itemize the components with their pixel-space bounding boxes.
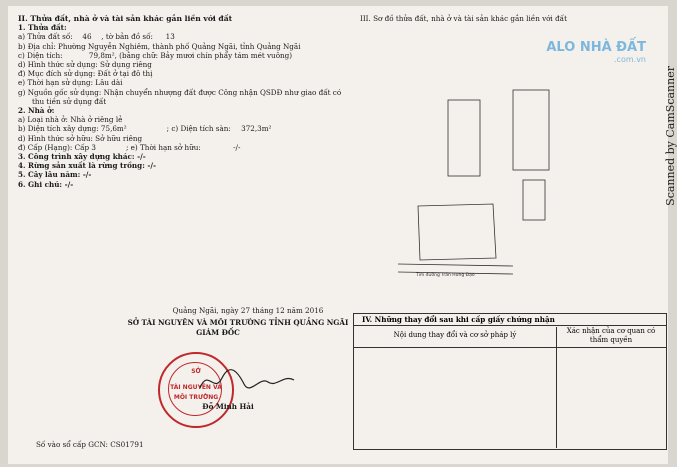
serial-number: Số vào sổ cấp GCN: CS01791: [36, 440, 144, 449]
use-form-row: d) Hình thức sử dụng: Sử dụng riêng: [18, 60, 152, 70]
origin-row: g) Nguồn gốc sử dụng: Nhận chuyển nhượng đất được Công nhận QSDĐ như giao đất có: [18, 87, 342, 97]
date-line: Quảng Ngãi, ngày 27 tháng 12 năm 2016: [172, 306, 324, 315]
changes-title: IV. Những thay đổi sau khi cấp giấy chứng nhận: [354, 314, 666, 326]
certificate-page: [8, 6, 677, 464]
diagram-title: III. Sơ đồ thửa đất, nhà ở và tài sản khác gắn liền với đất: [360, 14, 567, 23]
map-sheet: 13: [165, 32, 175, 42]
land-info-section: [18, 14, 348, 189]
scanner-mark: Scanned by CamScanner: [664, 66, 677, 206]
col-changes: Nội dung thay đổi và cơ sở pháp lý: [393, 331, 517, 339]
item-5: 5. Cây lâu năm: -/-: [18, 170, 92, 180]
item-6: 6. Ghi chú: -/-: [18, 179, 74, 189]
floor-plan-roof: [523, 180, 545, 220]
house-type-row: a) Loại nhà ở: Nhà ở riêng lẻ: [18, 115, 123, 125]
col-confirmation: Xác nhận của cơ quan có thẩm quyền: [566, 327, 656, 344]
purpose-row: đ) Mục đích sử dụng: Đất ở tại đô thị: [18, 69, 153, 79]
term-row: e) Thời hạn sử dụng: Lâu dài: [18, 78, 123, 88]
signer-name: Đỗ Minh Hải: [202, 402, 254, 411]
plot-diagram: [378, 76, 638, 306]
address-row: b) Địa chỉ: Phường Nguyễn Nghiêm, thành phố Quảng Ngãi, tỉnh Quảng Ngãi: [18, 41, 301, 51]
lot-outline: [418, 204, 496, 260]
level-row: đ) Cấp (Hạng): Cấp 3 ; e) Thời hạn sở hữu: -/-: [18, 142, 241, 152]
changes-table: [353, 313, 667, 450]
origin-row-2: thu tiền sử dụng đất: [32, 96, 107, 106]
official-stamp: SỞ TÀI NGUYÊN VÀ MÔI TRƯỜNG: [158, 352, 234, 428]
road-label: Tim đường Trần Hưng Đạo: [416, 273, 475, 278]
floor-plan-2: [448, 100, 480, 176]
item-3: 3. Công trình xây dựng khác: -/-: [18, 152, 146, 162]
floor-plan-3: [513, 90, 549, 170]
area-row: c) Diện tích: 79,8m², (bằng chữ: Bảy mươi chín phẩy tám mét vuông): [18, 50, 293, 60]
build-area-row: b) Diện tích xây dựng: 75,6m² ; c) Diện tích sàn: 372,3m²: [18, 124, 272, 134]
own-form-row: d) Hình thức sở hữu: Sở hữu riêng: [18, 133, 143, 143]
section-title: II. Thửa đất, nhà ở và tài sản khác gắn liền với đất: [18, 14, 233, 23]
plot-row: a) Thửa đất số: 46 , tờ bản đồ số: 13: [18, 32, 348, 41]
house-header: 2. Nhà ở:: [18, 106, 55, 116]
signature: [198, 366, 298, 396]
plot-number: 46: [82, 32, 92, 42]
director-title: GIÁM ĐỐC: [196, 328, 240, 337]
item-4: 4. Rừng sản xuất là rừng trồng: -/-: [18, 161, 156, 171]
land-header: 1. Thửa đất:: [18, 23, 67, 33]
watermark-logo: ALO NHÀ ĐẤT .com.vn: [546, 40, 646, 64]
agency-name: SỞ TÀI NGUYÊN VÀ MÔI TRƯỜNG TỈNH QUẢNG NGÃI: [127, 318, 349, 327]
